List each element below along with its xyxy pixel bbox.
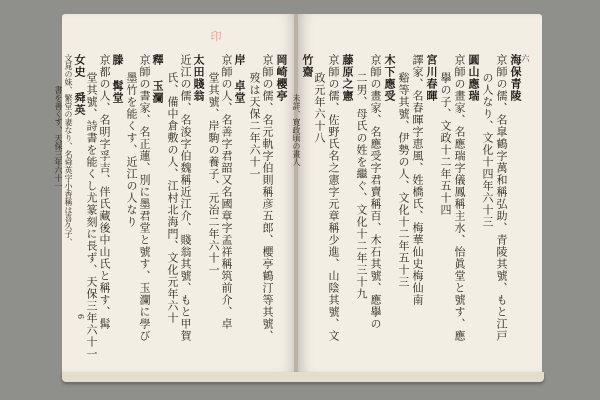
collector-seal-stamp: 印 bbox=[210, 30, 222, 43]
entry-text: 近江の儒、名浚字伯魏稱近江介、賤翁其號、もと甲賀 bbox=[179, 54, 192, 342]
entry-name: 竹齋 bbox=[301, 54, 314, 78]
open-book bbox=[54, 14, 544, 384]
entry-text: 墨竹を能くす、近江の人なり bbox=[125, 72, 138, 228]
entry-text: 京師の人、名善字君韶又名國章字孟祥稱筑前介、卓 bbox=[220, 54, 233, 330]
entry-text: 文晁の妹、繁堂の妻なり、名舜英字小香稱は喜久子、 bbox=[64, 54, 73, 246]
entry-text: の人なり、文化十四年六十三 bbox=[481, 72, 494, 228]
entry-text: 政元年六十八 bbox=[313, 72, 326, 144]
entry-name: 圓山應瑞 bbox=[467, 54, 480, 102]
entry-text: 京師の畫家、名應瑞字儀鳳稱主水、怡眞堂と號す、應 bbox=[453, 54, 466, 342]
entry-text: 谿等其號、伊勢の人、文化十二年五十三 bbox=[397, 72, 410, 288]
entry-text: 譯家、名春暉字恵風、姓橋氏、梅華仙史梅仙南 bbox=[411, 54, 424, 306]
entry-text: 京師の書家、名正蓮、別に墨君堂と號す、玉瀾に學び bbox=[138, 54, 151, 342]
entry-name: 藤原之憲 bbox=[341, 54, 354, 102]
entry-name: 岸 卓堂 bbox=[233, 54, 246, 104]
entry-text: 京師の儒、名皐鶴字萬和稱弘助、青陵其號、もと江戸 bbox=[495, 54, 508, 342]
entry-text: 堂其號、詩書を能くし尤篆刻に長ず、天保三年六十一 bbox=[85, 72, 98, 360]
entry-text: 書を善くす、天保三年六十一 bbox=[54, 86, 63, 190]
entry-text: 堂其號、岸駒の養子、元治二年六十一 bbox=[207, 72, 220, 276]
left-page bbox=[54, 14, 296, 374]
entry-text: 京師の儒、佐野氏名之憲字元章稱少進、山陰其號、文 bbox=[327, 54, 340, 342]
entry-text: 京師の儒、名元軌字伯則稱彦五郎、櫻亭鶴汀等其號、 bbox=[261, 54, 274, 342]
entry-name: 木下應受 bbox=[383, 54, 396, 102]
entry-name: 太田賤翁 bbox=[192, 54, 205, 102]
entry-name: 滕 髯堂 bbox=[111, 54, 124, 104]
entry-text: 氏、備中倉敷の人、江村北海門、文化元年六十 bbox=[166, 72, 179, 324]
page-number: 六 bbox=[521, 54, 530, 62]
entry-name: 女史 舜英 bbox=[73, 54, 86, 116]
entry-text: 歿は天保二年六十一 bbox=[248, 72, 261, 180]
entry-text: 京都の人、名明字孚吉、伴氏藏後中山氏と稱す、髯 bbox=[98, 54, 111, 330]
entry-text: 未詳、寛政頃の畫人 bbox=[292, 94, 301, 166]
entry-text: 擧の子、文政十二年五十四 bbox=[439, 72, 452, 216]
entry-name: 海保青陵 bbox=[509, 54, 522, 102]
entry-name: 岡崎櫻亭 bbox=[275, 54, 288, 102]
page-edges bbox=[62, 372, 544, 382]
entry-name: 宮川春暉 bbox=[425, 54, 438, 102]
entry-text: 二男、母氏の姓を繼ぐ、文化十二年三十九 bbox=[355, 72, 368, 300]
entry-text: 京師の畫家、名應受字君賣稱百、木石其號、應擧の bbox=[369, 54, 382, 330]
right-page bbox=[292, 14, 542, 374]
page-number: 6 bbox=[76, 314, 85, 320]
entry-name: 釋 玉瀾 bbox=[151, 54, 164, 104]
